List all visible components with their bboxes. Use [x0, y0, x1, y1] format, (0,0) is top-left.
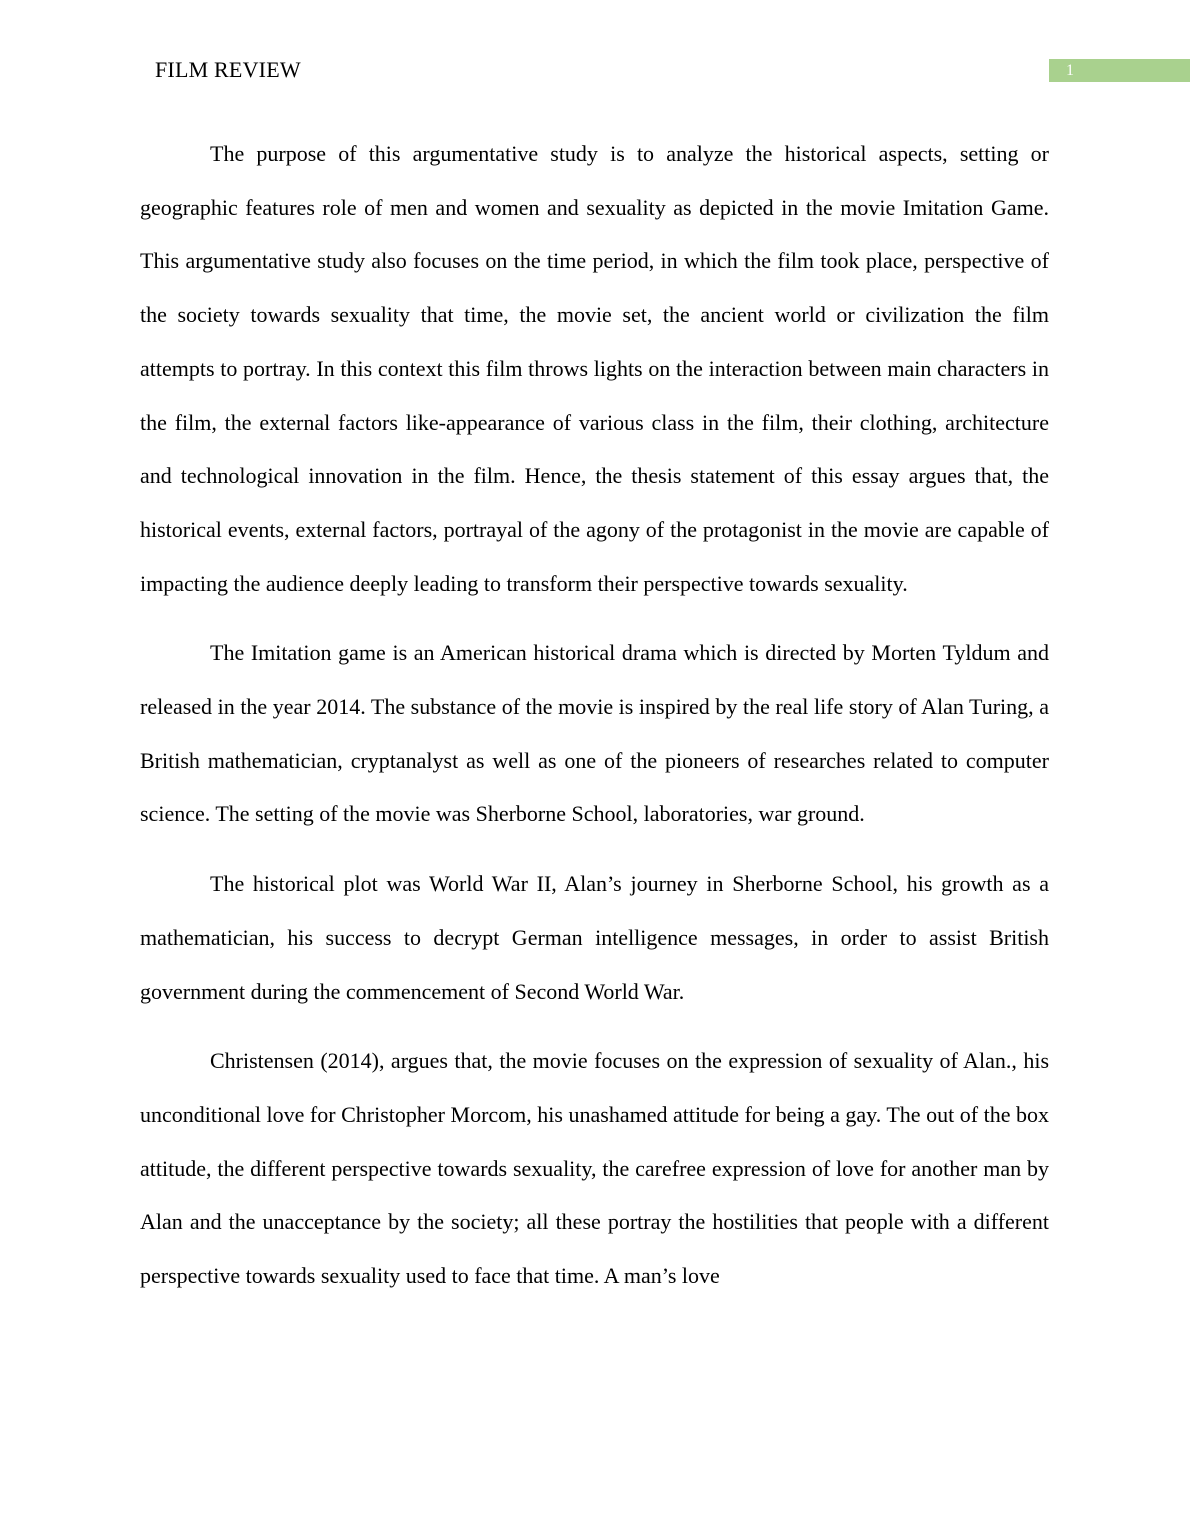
running-head: FILM REVIEW [155, 57, 301, 82]
page-number: 1 [1066, 62, 1074, 79]
document-body [140, 127, 1049, 1319]
paragraph-historical-plot: The historical plot was World War II, Alan’s journey in Sherborne School, his growth as a mathematician, his success to decrypt German intelligence messages, in order to assist British government during the commencement of Second World War. [140, 871, 1049, 1004]
page-number-box [1049, 59, 1190, 82]
paragraph-introduction: The purpose of this argumentative study is to analyze the historical aspects, setting or geographic features role of men and women and sexuality as depicted in the movie Imitation Game. This argumentative study also focuses on the time period, in which the film took place, perspective of the society towards sexuality that time, the movie set, the ancient world or civilization the film attempts to portray. In this context this film throws lights on the interaction between main characters in the film, the external factors like-appearance of various class in the film, their clothing, architecture and technological innovation in the film. Hence, the thesis statement of this essay argues that, the historical events, external factors, portrayal of the agony of the protagonist in the movie are capable of impacting the audience deeply leading to transform their perspective towards sexuality. [140, 141, 1049, 596]
paragraph-christensen-argument: Christensen (2014), argues that, the movie focuses on the expression of sexuality of Alan., his unconditional love for Christopher Morcom, his unashamed attitude for being a gay. The out of the box attitude, the different perspective towards sexuality, the carefree expression of love for another man by Alan and the unacceptance by the society; all these portray the hostilities that people with a different perspective towards sexuality used to face that time. A man’s love [140, 1048, 1049, 1289]
paragraph-film-overview: The Imitation game is an American historical drama which is directed by Morten Tyldum and released in the year 2014. The substance of the movie is inspired by the real life story of Alan Turing, a British mathematician, cryptanalyst as well as one of the pioneers of researches related to computer science. The setting of the movie was Sherborne School, laboratories, war ground. [140, 640, 1049, 827]
